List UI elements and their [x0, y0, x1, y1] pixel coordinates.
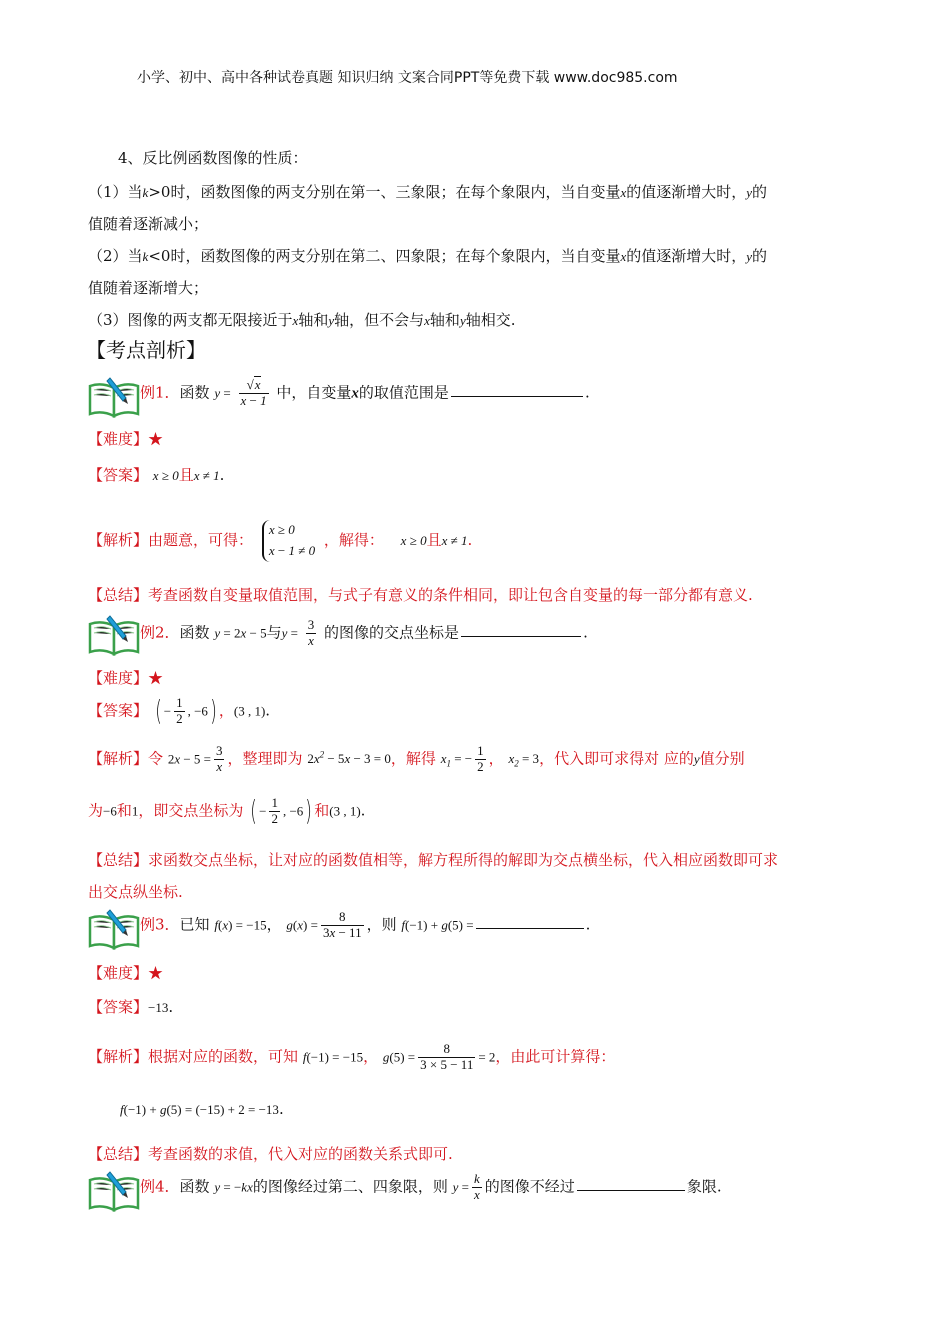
example-2-difficulty: 【难度】★ [88, 669, 164, 687]
example-3-answer: 【答案】−13. [88, 998, 174, 1016]
example-1-summary: 【总结】考查函数自变量取值范围，与式子有意义的条件相同，即让包含自变量的每一部分都有意义. [88, 586, 753, 604]
example-3-difficulty: 【难度】★ [88, 964, 164, 982]
example-2-analysis-line2: 为−6和1，即交点坐标为 ( − $\frac{1}{2}$ , −6) 和(3 , 1). [88, 794, 366, 828]
example-2-summary-line2: 出交点纵坐标. [88, 883, 183, 901]
property-3: （3）图像的两支都无限接近于x轴和y轴，但不会与x轴和y轴相交. [88, 311, 516, 329]
example-2-question: 例2．函数 y = 2x − 5与y = $\frac{3}{x}$ 的图像的交点坐标是 . [140, 617, 588, 648]
example-1-difficulty: 【难度】★ [88, 430, 164, 448]
example-2-analysis-line1: 【解析】令 2x − 5 = $\frac{3}{x}$ ，整理即为 $2x^2 - 5x - 3 = 0$，解得 $x_1$ = − $\frac{1}{2}$ ， $x_2 = 3$，代入即可求得对 应的y值分别 [88, 743, 745, 774]
example-2-answer: 【答案】 ( − $\frac{1}{2}$ , −6) ，(3 , 1). [88, 694, 271, 728]
example-3-summary: 【总结】考查函数的求值，代入对应的函数关系式即可. [88, 1145, 453, 1163]
property-1-line1: （1）当k>0时，函数图像的两支分别在第一、三象限；在每个象限内，当自变量x的值逐渐增大时，y的 [88, 183, 768, 201]
example-4-question: 例4．函数 y = −kx的图像经过第二、四象限，则 y = $\frac{k}{x}$ 的图像不经过 象限. [140, 1171, 722, 1202]
example-2-summary-line1: 【总结】求函数交点坐标，让对应的函数值相等，解方程所得的解即为交点横坐标，代入相应函数即可求 [88, 851, 779, 869]
book-pencil-icon [88, 1170, 142, 1212]
example-3-analysis: 【解析】根据对应的函数，可知 f(−1) = −15， g(5) = $\frac{8}{3 \times 5 - 11}$ = 2，由此可计算得： [88, 1041, 616, 1072]
analysis-section-title: 【考点剖析】 [86, 338, 206, 362]
page-header: 小学、初中、高中各种试卷真题 知识归纳 文案合同PPT等免费下载 www.doc985.com [137, 70, 678, 86]
example-1-question: 例1．函数 y = $\frac{√x}{x - 1}$ 中，自变量x的取值范围是 . [140, 377, 590, 408]
section-4-title: 4、反比例函数图像的性质： [118, 149, 308, 167]
book-pencil-icon [88, 614, 142, 656]
property-2-line1: （2）当k<0时，函数图像的两支分别在第二、四象限；在每个象限内，当自变量x的值逐渐增大时，y的 [88, 247, 768, 265]
example-3-calculation: f(−1) + g(5) = (−15) + 2 = −13. [120, 1100, 284, 1118]
example-1-analysis: 【解析】由题意，可得： x ≥ 0 x − 1 ≠ 0 ，解得： x ≥ 0且x ≠ 1. [88, 520, 472, 562]
property-2-line2: 值随着逐渐增大； [88, 279, 209, 297]
example-3-question: 例3．已知 f(x) = −15， g(x) = $\frac{8}{3x - 11}$ ，则 f(−1) + g(5) = . [140, 909, 591, 940]
property-1-line2: 值随着逐渐减小； [88, 215, 209, 233]
book-pencil-icon [88, 908, 142, 950]
example-1-answer: 【答案】 x ≥ 0且x ≠ 1. [88, 466, 225, 484]
book-pencil-icon [88, 376, 142, 418]
